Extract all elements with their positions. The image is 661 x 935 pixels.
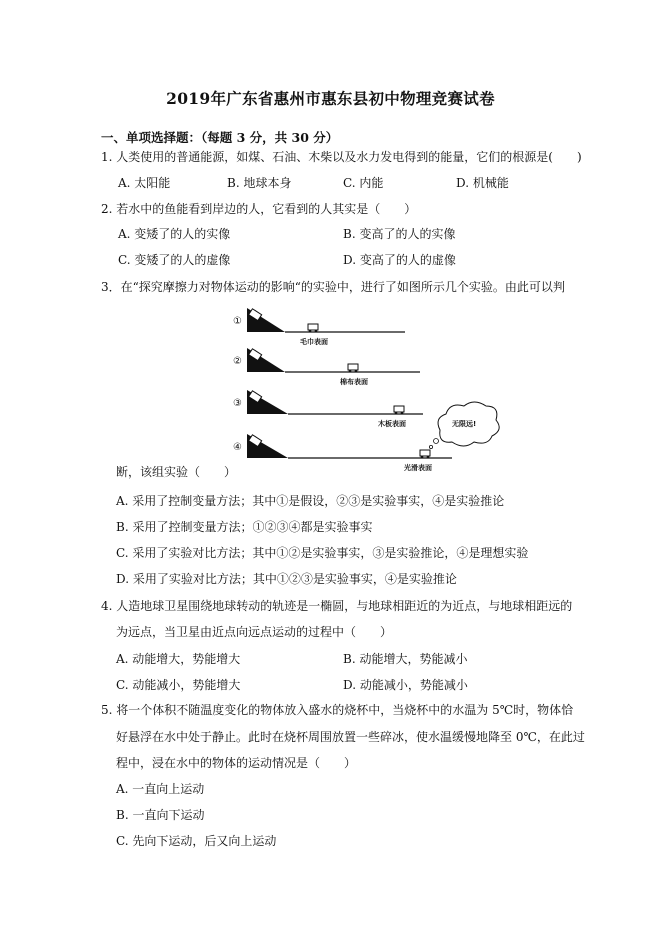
figure-num-1: ① [233,316,242,327]
cart-stop-1 [308,324,318,330]
q2-option-d: D. 变高了的人的虚像 [343,253,456,267]
cart-stop-2 [348,364,358,370]
q1-stem: 1. 人类使用的普通能源，如煤、石油、木柴以及水力发电得到的能量，它们的根源是( ) [101,150,582,164]
cart-stop-4 [420,450,430,456]
q4-option-d: D. 动能减小，势能减小 [343,678,468,692]
q3-stem-line2: 断，该组实验（ ） [116,465,237,479]
surface-label-4: 光滑表面 [404,464,432,472]
q4-option-a: A. 动能增大，势能增大 [116,652,241,666]
q5-stem-line2: 好悬浮在水中处于静止。此时在烧杯周围放置一些碎冰，使水温缓慢地降至 0℃，在此过 [116,730,585,744]
q5-option-c: C. 先向下运动，后又向上运动 [116,834,277,848]
surface-label-3: 木板表面 [378,420,406,428]
friction-experiment-figure [230,302,510,477]
q1-option-b: B. 地球本身 [227,176,292,190]
q4-option-b: B. 动能增大，势能减小 [343,652,468,666]
q1-option-d: D. 机械能 [456,176,509,190]
q3-option-c: C. 采用了实验对比方法；其中①②是实验事实，③是实验推论，④是理想实验 [116,546,529,560]
q1-option-a: A. 太阳能 [118,176,171,190]
surface-label-2: 棉布表面 [340,378,368,386]
q2-option-c: C. 变矮了的人的虚像 [118,253,231,267]
q3-option-b: B. 采用了控制变量方法；①②③④都是实验事实 [116,520,373,534]
q2-option-a: A. 变矮了的人的实像 [118,227,231,241]
q5-stem-line3: 程中，浸在水中的物体的运动情况是（ ） [116,756,357,770]
figure-num-4: ④ [233,442,242,453]
q3-stem-line1: 3．在“探究摩擦力对物体运动的影响“的实验中，进行了如图所示几个实验。由此可以判 [101,280,565,294]
figure-num-3: ③ [233,398,242,409]
q4-stem-line2: 为远点，当卫星由近点向远点运动的过程中（ ） [116,625,393,639]
section-heading: 一、单项选择题：（每题 3 分，共 30 分） [101,130,339,145]
q5-option-b: B. 一直向下运动 [116,808,205,822]
q5-stem-line1: 5. 将一个体积不随温度变化的物体放入盛水的烧杯中，当烧杯中的水温为 5℃时，物体恰 [101,703,574,717]
cart-stop-3 [394,406,404,412]
q3-option-a: A. 采用了控制变量方法；其中①是假设，②③是实验事实，④是实验推论 [116,494,505,508]
q5-option-a: A. 一直向上运动 [116,782,205,796]
q3-option-d: D. 采用了实验对比方法；其中①②③是实验事实，④是实验推论 [116,572,457,586]
q1-option-c: C. 内能 [343,176,384,190]
q4-option-c: C. 动能减小，势能增大 [116,678,241,692]
q4-stem-line1: 4. 人造地球卫星围绕地球转动的轨迹是一椭圆，与地球相距近的为近点，与地球相距远的 [101,599,573,613]
thought-bubble-text: 无限远! [452,420,477,428]
friction-experiment-diagram [230,302,510,477]
q2-stem: 2. 若水中的鱼能看到岸边的人，它看到的人其实是（ ） [101,202,417,216]
figure-num-2: ② [233,356,242,367]
q2-option-b: B. 变高了的人的实像 [343,227,456,241]
surface-label-1: 毛巾表面 [300,338,328,346]
page-title: 2019年广东省惠州市惠东县初中物理竞赛试卷 [166,89,495,108]
